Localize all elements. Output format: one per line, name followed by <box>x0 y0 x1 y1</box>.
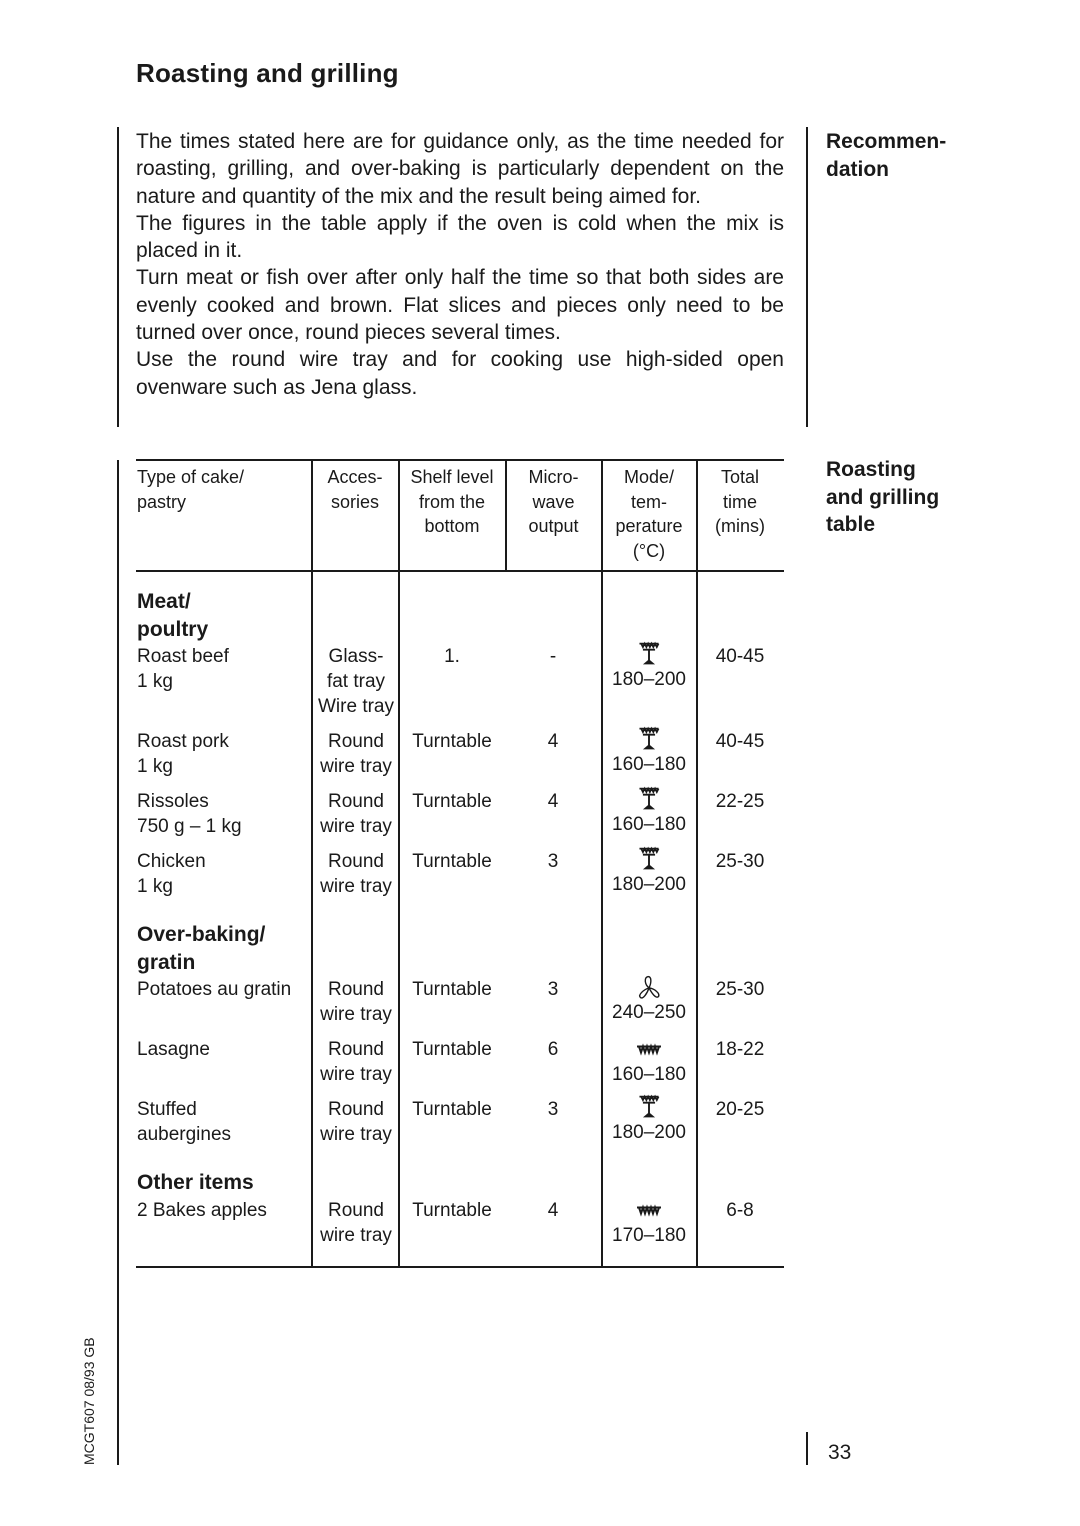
header-line: Total <box>720 467 760 487</box>
header-total <box>698 465 782 539</box>
cell-type <box>137 849 309 899</box>
cell-mode <box>603 1037 695 1087</box>
header-line: output <box>528 516 579 536</box>
header-line: (°C) <box>632 540 666 561</box>
cell-mode <box>603 726 695 777</box>
cell-mode <box>603 641 695 692</box>
cell-temperature: 160–180 <box>612 1064 686 1085</box>
cell-microwave: 3 <box>547 851 559 872</box>
cell-time: 40-45 <box>715 646 765 667</box>
cell-accessories <box>314 1097 398 1147</box>
header-line: (mins) <box>715 516 765 536</box>
heading-line: Roasting <box>826 458 916 481</box>
cell-shelf: Turntable <box>412 1039 492 1060</box>
header-line: Acces- <box>327 467 383 487</box>
cell-shelf: Turntable <box>412 1099 492 1120</box>
top-bottom-heat-grill-icon <box>634 726 664 752</box>
cell-line: 1 kg <box>137 671 173 692</box>
category-other-items <box>137 1169 254 1197</box>
category-line: Meat/ <box>137 590 191 613</box>
cell-line: wire tray <box>320 1004 392 1025</box>
cell-temperature: 160–180 <box>612 754 686 775</box>
cell-line: Round <box>328 731 384 752</box>
grill-icon <box>634 1037 664 1062</box>
heading-line: dation <box>826 157 889 181</box>
header-line: perature <box>615 516 683 536</box>
cell-accessories <box>314 644 398 719</box>
cell-line: Roast beef <box>137 646 229 667</box>
cell-shelf: Turntable <box>412 1200 492 1221</box>
cell-shelf: Turntable <box>412 791 492 812</box>
table-heading <box>826 456 939 539</box>
cell-line: fat tray <box>326 671 386 692</box>
cell-type <box>137 1097 309 1147</box>
cell-line: aubergines <box>137 1124 232 1145</box>
cell-microwave: - <box>549 646 557 667</box>
cell-mode <box>603 974 695 1025</box>
cell-line: 1 kg <box>137 756 173 777</box>
grill-icon <box>634 1198 664 1223</box>
heading-line: Recommen- <box>826 130 947 153</box>
document-code: MCGT607 08/93 GB <box>81 1337 97 1465</box>
cell-line: Round <box>328 791 384 812</box>
cell-mode <box>603 1094 695 1145</box>
cell-microwave: 6 <box>547 1039 559 1060</box>
intro-paragraph: The figures in the table apply if the oven is cold when the mix is placed in it. <box>136 211 784 263</box>
page-number: 33 <box>828 1441 852 1464</box>
cell-type <box>137 789 309 839</box>
cell-temperature: 160–180 <box>612 814 686 835</box>
cell-line: Wire tray <box>318 696 394 717</box>
cell-type <box>137 1037 309 1062</box>
table-top-rule <box>136 459 784 461</box>
cell-mode <box>603 786 695 837</box>
table-header-rule <box>136 570 784 572</box>
header-line: Mode/ <box>623 467 675 487</box>
cell-line: 2 Bakes apples <box>137 1200 267 1221</box>
cell-line: Lasagne <box>137 1039 210 1060</box>
cell-line: 750 g – 1 kg <box>137 816 242 837</box>
cell-microwave: 3 <box>547 1099 559 1120</box>
cell-time: 25-30 <box>715 851 765 872</box>
header-type <box>137 465 307 514</box>
header-mode <box>603 465 695 563</box>
cell-shelf: Turntable <box>412 851 492 872</box>
intro-text <box>136 128 784 401</box>
cell-line: 1 kg <box>137 876 173 897</box>
cell-temperature: 180–200 <box>612 874 686 895</box>
cell-time: 40-45 <box>715 731 765 752</box>
cell-type <box>137 977 309 1002</box>
recommendation-heading <box>826 128 946 183</box>
cell-temperature: 240–250 <box>612 1002 686 1023</box>
category-line: Other items <box>137 1171 254 1194</box>
cell-line: Round <box>328 1099 384 1120</box>
heading-line: table <box>826 513 876 536</box>
cell-microwave: 3 <box>547 979 559 1000</box>
cell-accessories <box>314 977 398 1027</box>
cell-type <box>137 644 309 694</box>
header-accessories <box>313 465 397 514</box>
header-shelf <box>400 465 504 539</box>
cell-line: Rissoles <box>137 791 209 812</box>
column-divider <box>398 460 400 1267</box>
header-line: Micro- <box>528 467 579 487</box>
cell-line: Stuffed <box>137 1099 197 1120</box>
cell-line: wire tray <box>320 1064 392 1085</box>
category-line: Over-baking/ <box>137 923 266 946</box>
margin-rule <box>806 1432 808 1465</box>
category-over-baking-gratin <box>137 921 265 976</box>
cell-time: 20-25 <box>715 1099 765 1120</box>
header-line: from the <box>418 491 486 512</box>
cell-type <box>137 729 309 779</box>
margin-rule <box>806 127 808 427</box>
intro-paragraph: Use the round wire tray and for cooking use high-sided open ovenware such as Jena glass. <box>136 348 784 399</box>
cell-shelf: 1. <box>444 646 460 667</box>
category-line: gratin <box>137 950 196 974</box>
cell-time: 22-25 <box>715 791 765 812</box>
heading-line: and grilling <box>826 485 940 509</box>
cell-line: Round <box>328 1200 384 1221</box>
column-divider <box>311 460 313 1267</box>
top-bottom-heat-grill-icon <box>634 1094 664 1120</box>
header-line: sories <box>330 491 379 512</box>
header-line: wave <box>532 491 575 512</box>
header-line: time <box>722 491 757 512</box>
cell-mode <box>603 1198 695 1248</box>
cell-microwave: 4 <box>547 791 559 812</box>
header-line: bottom <box>424 516 480 536</box>
top-bottom-heat-grill-icon <box>634 846 664 872</box>
intro-paragraph: The times stated here are for guidance only, as the time needed for roasting, grilling, and over-baking is particularly dependent on the nature and quantity of the mix and the result being aimed for. <box>136 130 784 208</box>
top-bottom-heat-grill-icon <box>634 641 664 667</box>
cell-temperature: 180–200 <box>612 1122 686 1143</box>
header-microwave <box>507 465 600 539</box>
page-title: Roasting and grilling <box>136 58 399 88</box>
margin-rule <box>117 127 119 427</box>
cell-shelf: Turntable <box>412 979 492 1000</box>
cell-time: 25-30 <box>715 979 765 1000</box>
cell-accessories <box>314 849 398 899</box>
header-line: Shelf level <box>410 467 494 487</box>
cell-time: 18-22 <box>715 1039 765 1060</box>
cell-mode <box>603 846 695 897</box>
cell-line: Round <box>328 851 384 872</box>
category-line: poultry <box>137 617 209 641</box>
cell-line: Round <box>328 979 384 1000</box>
cell-line: wire tray <box>320 756 392 777</box>
cell-line: wire tray <box>320 876 392 897</box>
cell-accessories <box>314 1198 398 1248</box>
top-bottom-heat-grill-icon <box>634 786 664 812</box>
cell-line: Chicken <box>137 851 206 872</box>
cell-shelf: Turntable <box>412 731 492 752</box>
cell-accessories <box>314 789 398 839</box>
cell-line: Roast pork <box>137 731 229 752</box>
cell-microwave: 4 <box>547 731 559 752</box>
fan-icon <box>631 974 667 1000</box>
cell-accessories <box>314 1037 398 1087</box>
cell-time: 6-8 <box>726 1200 754 1221</box>
cell-accessories <box>314 729 398 779</box>
category-meat-poultry <box>137 588 208 643</box>
table-bottom-rule <box>136 1266 784 1268</box>
header-line: tem- <box>631 491 667 512</box>
cell-line: wire tray <box>320 1225 392 1246</box>
cell-line: wire tray <box>320 1124 392 1145</box>
intro-paragraph: Turn meat or fish over after only half the time so that both sides are evenly cooked and brown. Flat slices and pieces only need to be turned over once, round pieces several times. <box>136 266 784 345</box>
cell-type <box>137 1198 309 1223</box>
cell-line: wire tray <box>320 816 392 837</box>
cell-temperature: 180–200 <box>612 669 686 690</box>
cell-temperature: 170–180 <box>612 1225 686 1246</box>
header-line: Type of cake/ <box>137 467 245 487</box>
cell-line: Round <box>328 1039 384 1060</box>
cell-microwave: 4 <box>547 1200 559 1221</box>
cell-line: Potatoes au gratin <box>137 979 292 1000</box>
header-line: pastry <box>137 491 187 512</box>
margin-rule <box>117 460 119 1465</box>
cell-line: Glass- <box>328 646 384 667</box>
